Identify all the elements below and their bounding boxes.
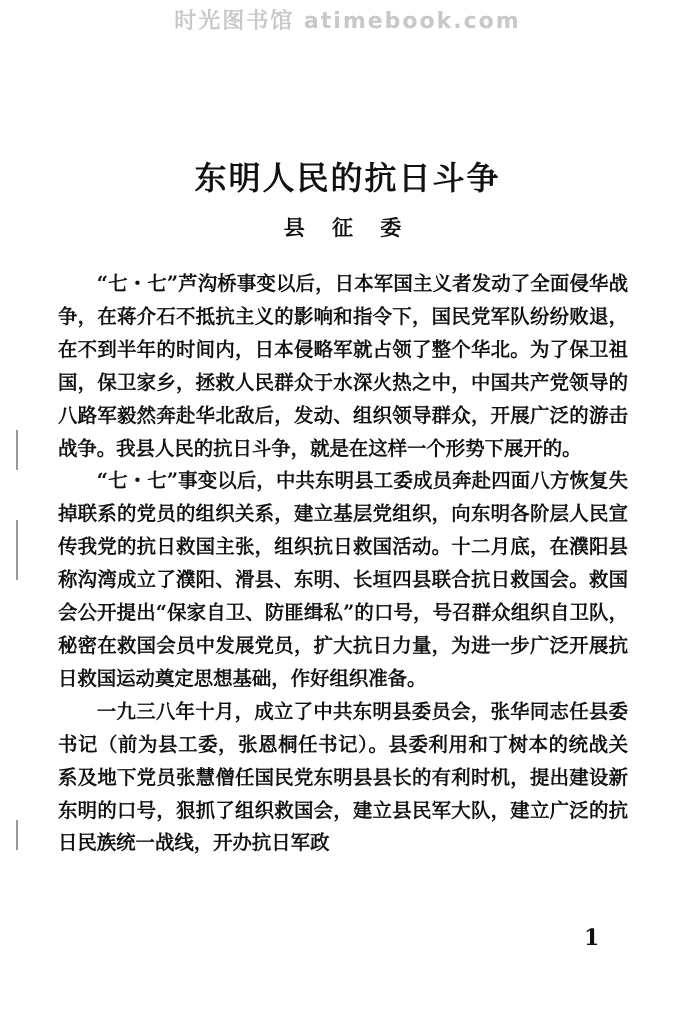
scan-edge-mark bbox=[16, 430, 18, 470]
paragraph: “七・七”芦沟桥事变以后，日本军国主义者发动了全面侵华战争，在蒋介石不抵抗主义的影响和指令下，国民党军队纷纷败退，在不到半年的时间内，日本侵略军就占领了整个华北。为了保卫祖国，保卫家乡，拯救人民群众于水深火热之中，中国共产党领导的八路军毅然奔赴华北敌后，发动、组织领导群众，开展广泛的游击战争。我县人民的抗日斗争，就是在这样一个形势下展开的。 bbox=[58, 272, 628, 460]
paragraph: “七・七”事变以后，中共东明县工委成员奔赴四面八方恢复失掉联系的党员的组织关系，建立基层党组织，向东明各阶层人民宣传我党的抗日救国主张，组织抗日救国活动。十二月底，在濮阳县称沟湾成立了濮阳、滑县、东明、长垣四县联合抗日救国会。救国会公开提出“保家自卫、防匪缉私”的口号，号召群众组织自卫队，秘密在救国会员中发展党员，扩大抗日力量，为进一步广泛开展抗日救国运动奠定思想基础，作好组织准备。 bbox=[58, 469, 628, 690]
paragraph: 一九三八年十月，成立了中共东明县委员会，张华同志任县委书记（前为县工委，张恩桐任书记）。县委利用和丁树本的统战关系及地下党员张慧僧任国民党东明县县长的有利时机，提出建设新东明的口号，狠抓了组织救国会，建立县民军大队，建立广泛的抗日民族统一战线，开办抗日军政 bbox=[58, 699, 628, 855]
body-text bbox=[58, 268, 628, 860]
page-title: 东明人民的抗日斗争 bbox=[194, 159, 501, 198]
page-number: 1 bbox=[584, 925, 600, 951]
watermark: 时光图书馆 atimebook.com bbox=[174, 9, 521, 34]
scan-edge-mark bbox=[16, 820, 18, 850]
scan-edge-mark bbox=[16, 520, 18, 580]
author-line: 县 征 委 bbox=[283, 215, 412, 240]
